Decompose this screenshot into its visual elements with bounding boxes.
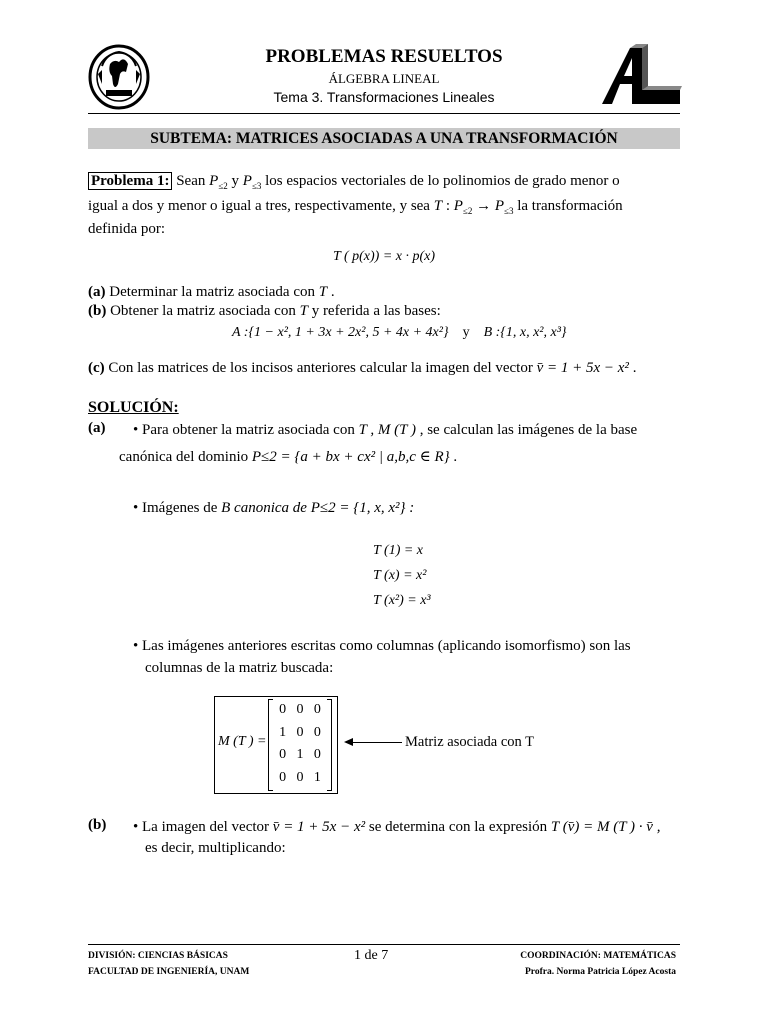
bullet-text: se determina con la expresión (368, 819, 548, 835)
footer-division: DIVISIÓN: CIENCIAS BÁSICAS (88, 951, 228, 961)
document-title: PROBLEMAS RESUELTOS (265, 46, 503, 67)
algebra-lineal-logo-icon (600, 44, 682, 106)
left-bracket (268, 699, 273, 791)
matrix-cell: 0 (313, 724, 321, 740)
matrix-cell: 1 (279, 724, 287, 740)
matrix-cell: 0 (279, 702, 287, 718)
matrix-row (274, 722, 326, 745)
arrow-left-icon (344, 738, 353, 746)
problem-line-2: igual a dos y menor o igual a tres, respectivamente, y sea T : $P_{\le 2} \to P_{\le 3}$ la transformación (88, 198, 623, 216)
part-label: (c) (88, 360, 105, 376)
image-2: T (x) = x² (373, 568, 427, 583)
arrow-line (346, 742, 402, 743)
punctuation: . (632, 360, 637, 376)
matrix-cell: 0 (279, 747, 287, 763)
problem-line-3: definida por: (88, 221, 166, 237)
part-a-statement: (a) Determinar la matriz asociada con T . (88, 284, 335, 300)
solution-bullet-1 (133, 420, 681, 440)
punctuation: . (453, 449, 458, 465)
part-b-statement (88, 301, 680, 321)
basis-connector: y (462, 325, 470, 340)
part-c-statement (88, 358, 680, 378)
solution-bullet-1-line-2 (119, 447, 679, 467)
basis-expression: B canonica de P≤2 = {1, x, x²} : (221, 500, 415, 516)
matrix-cell: 0 (313, 702, 321, 718)
transformation-definition: T ( p(x)) = x · p(x) (332, 249, 436, 264)
bullet-text: , se calculan las imágenes de la base (419, 422, 638, 438)
product-expression: T (v̄) = M (T ) · v̄ , (550, 819, 661, 835)
problem-text: la transformación (517, 198, 623, 214)
solution-bullet-3-line-1: • Las imágenes anteriores escritas como columnas (aplicando isomorfismo) son las (133, 638, 631, 654)
solution-part-b-line-1 (133, 817, 681, 837)
basis-a: A :{1 − x², 1 + 3x + 2x², 5 + 4x + 4x²} (232, 325, 449, 340)
problem-text: los espacios vectoriales de lo polinomios de grado menor o (265, 173, 620, 189)
part-text: Determinar la matriz asociada con (109, 284, 315, 300)
matrix-cell: 0 (279, 769, 287, 785)
matrix-cell: 0 (296, 724, 304, 740)
matrix-cell: 0 (296, 702, 304, 718)
part-label: (a) (88, 284, 106, 300)
page-number: 1 de 7 (354, 948, 389, 963)
matrix-table (274, 699, 326, 789)
part-text: Con las matrices de los incisos anteriores calcular la imagen del vector (108, 360, 533, 376)
associated-matrix (268, 699, 332, 789)
problem-label: Problema 1: (88, 172, 172, 190)
header-rule (88, 113, 680, 114)
bullet-text: • Para obtener la matriz asociada con (133, 422, 355, 438)
footer-author: Profra. Norma Patricia López Acosta (525, 967, 676, 977)
bullet-text: • Imágenes de (133, 500, 218, 516)
solution-part-b-label: (b) (88, 817, 107, 833)
part-var: T (318, 284, 328, 300)
matrix-annotation: Matriz asociada con T (405, 734, 534, 750)
part-var: T (299, 303, 308, 319)
solution-part-b-line-2: es decir, multiplicando: (145, 840, 286, 856)
problem-line-1: Problema 1: Sean $P_{\le 2}$ y $P_{\le 3}$ los espacios vectoriales de lo polinomios de grado menor o (88, 171, 680, 196)
solution-part-a-label: (a) (88, 420, 106, 436)
part-label: (b) (88, 303, 107, 319)
solution-bullet-3-line-2: columnas de la matriz buscada: (145, 660, 334, 676)
part-text: y referida a las bases: (311, 303, 441, 319)
right-bracket (327, 699, 332, 791)
document-subject: ÁLGEBRA LINEAL (328, 71, 440, 86)
domain-expression: P≤2 = {a + bx + cx² | a,b,c ∈ R} (251, 449, 450, 465)
document-topic: Tema 3. Transformaciones Lineales (273, 89, 495, 105)
vector-expression: v̄ = 1 + 5x − x² (272, 819, 366, 835)
matrix-cell: 1 (313, 769, 321, 785)
bases-line (232, 325, 567, 341)
bullet-text: canónica del dominio (119, 449, 249, 465)
problem-text: igual a dos y menor o igual a tres, respectivamente, y sea (88, 198, 430, 214)
matrix-row (274, 767, 326, 790)
image-3: T (x²) = x³ (373, 593, 431, 608)
problem-text: Sean (176, 173, 206, 189)
bullet-text: • La imagen del vector (133, 819, 270, 835)
vector-expression: v̄ = 1 + 5x − x² (536, 360, 629, 376)
matrix-row (274, 744, 326, 767)
footer-faculty: FACULTAD DE INGENIERÍA, UNAM (88, 967, 250, 977)
matrix-row (274, 699, 326, 722)
bullet-var: T , M (T ) (358, 422, 416, 438)
footer-rule (88, 944, 680, 945)
matrix-cell: 1 (296, 747, 304, 763)
matrix-cell: 0 (296, 769, 304, 785)
matrix-label: M (T ) = (218, 734, 267, 749)
matrix-cell: 0 (313, 747, 321, 763)
part-text: Obtener la matriz asociada con (110, 303, 296, 319)
footer-coordination: COORDINACIÓN: MATEMÁTICAS (520, 951, 676, 961)
solution-bullet-2 (133, 498, 681, 518)
subtema-banner: SUBTEMA: MATRICES ASOCIADAS A UNA TRANSFORMACIÓN (88, 128, 680, 149)
image-1: T (1) = x (373, 543, 424, 558)
basis-b: B :{1, x, x², x³} (483, 325, 567, 340)
problem-text: y (231, 173, 240, 189)
solution-heading: SOLUCIÓN: (88, 399, 179, 416)
